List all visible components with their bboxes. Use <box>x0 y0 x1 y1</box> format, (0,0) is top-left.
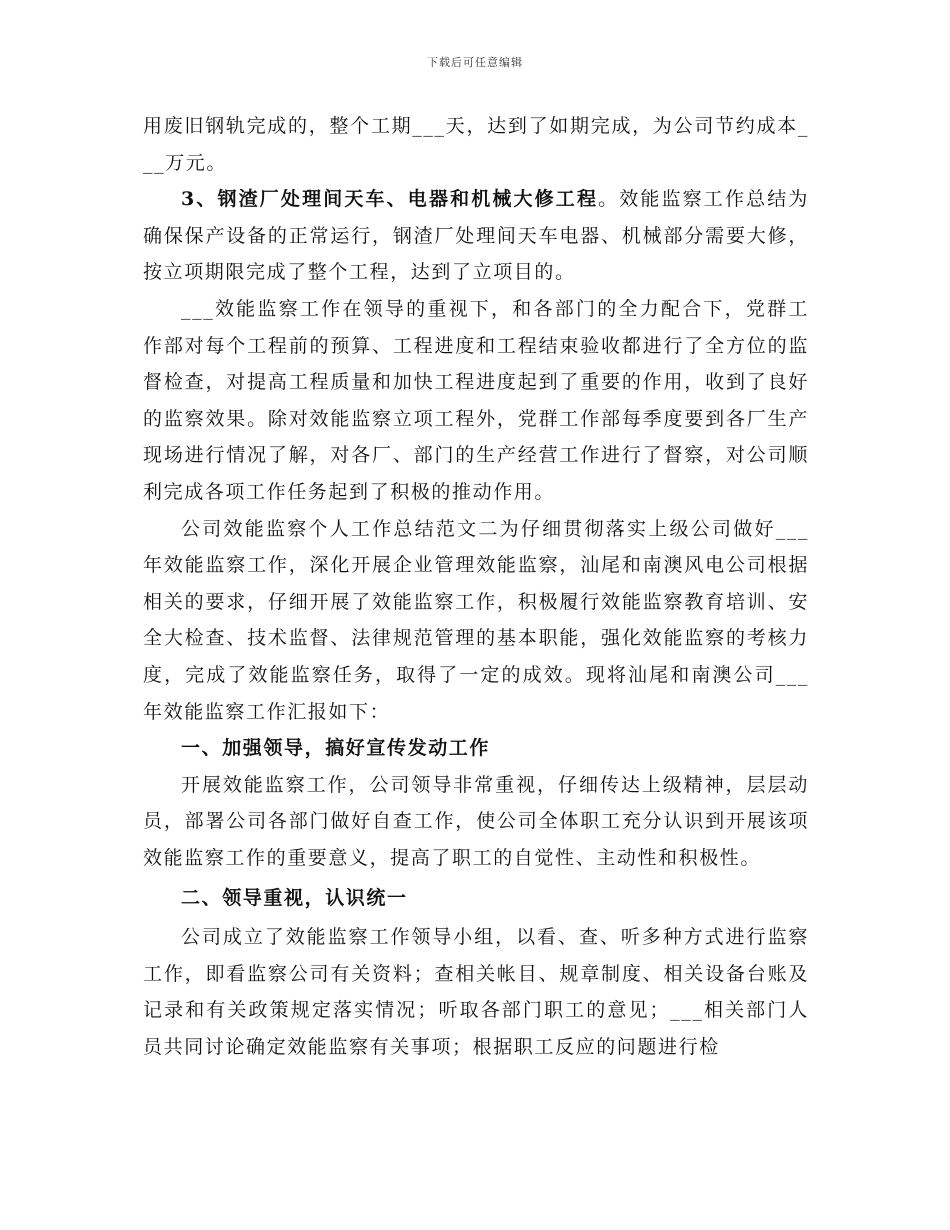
document-body <box>143 108 809 1065</box>
paragraph-continuation: 用废旧钢轨完成的，整个工期___天，达到了如期完成，为公司节约成本___万元。 <box>143 115 809 174</box>
item-3-title: 3、钢渣厂处理间天车、电器和机械大修工程 <box>181 188 599 211</box>
item-3-text: 。效能监察工作总结为确保保产设备的正常运行，钢渣厂处理间天车电器、机械部分需要大修，按立项期限完成了整个工程，达到了立项目的。 <box>143 188 809 284</box>
paragraph-sample-two: 公司效能监察个人工作总结范文二为仔细贯彻落实上级公司做好___年效能监察工作，深化开展企业管理效能监察，汕尾和南澳风电公司根据相关的要求，仔细开展了效能监察工作，积极履行效能监察教育培训、安全大检查、技术监督、法律规范管理的基本职能，强化效能监察的考核力度，完成了效能监察任务，取得了一定的成效。现将汕尾和南澳公司___年效能监察工作汇报如下： <box>143 517 809 723</box>
paragraph-section-1: 开展效能监察工作，公司领导非常重视，仔细传达上级精神，层层动员，部署公司各部门做好自查工作，使公司全体职工充分认识到开展该项效能监察工作的重要意义，提高了职工的自觉性、主动性和积极性。 <box>143 773 809 869</box>
paragraph-item-3 <box>143 181 809 291</box>
section-heading-2: 二、领导重视，认识统一 <box>181 887 408 910</box>
section-heading-1: 一、加强领导，搞好宣传发动工作 <box>181 737 491 760</box>
page-header: 下载后可任意编辑 <box>427 56 523 69</box>
paragraph-summary: ___效能监察工作在领导的重视下，和各部门的全力配合下，党群工作部对每个工程前的预算、工程进度和工程结束验收都进行了全方位的监督检查，对提高工程质量和加快工程进度起到了重要的作用，收到了良好的监察效果。除对效能监察立项工程外，党群工作部每季度要到各厂生产现场进行情况了解，对各厂、部门的生产经营工作进行了督察，对公司顺利完成各项工作任务起到了积极的推动作用。 <box>143 297 809 503</box>
paragraph-section-2: 公司成立了效能监察工作领导小组，以看、查、听多种方式进行监察工作，即看监察公司有关资料；查相关帐目、规章制度、相关设备台账及记录和有关政策规定落实情况；听取各部门职工的意见；___相关部门人员共同讨论确定效能监察有关事项；根据职工反应的问题进行检 <box>143 926 809 1058</box>
